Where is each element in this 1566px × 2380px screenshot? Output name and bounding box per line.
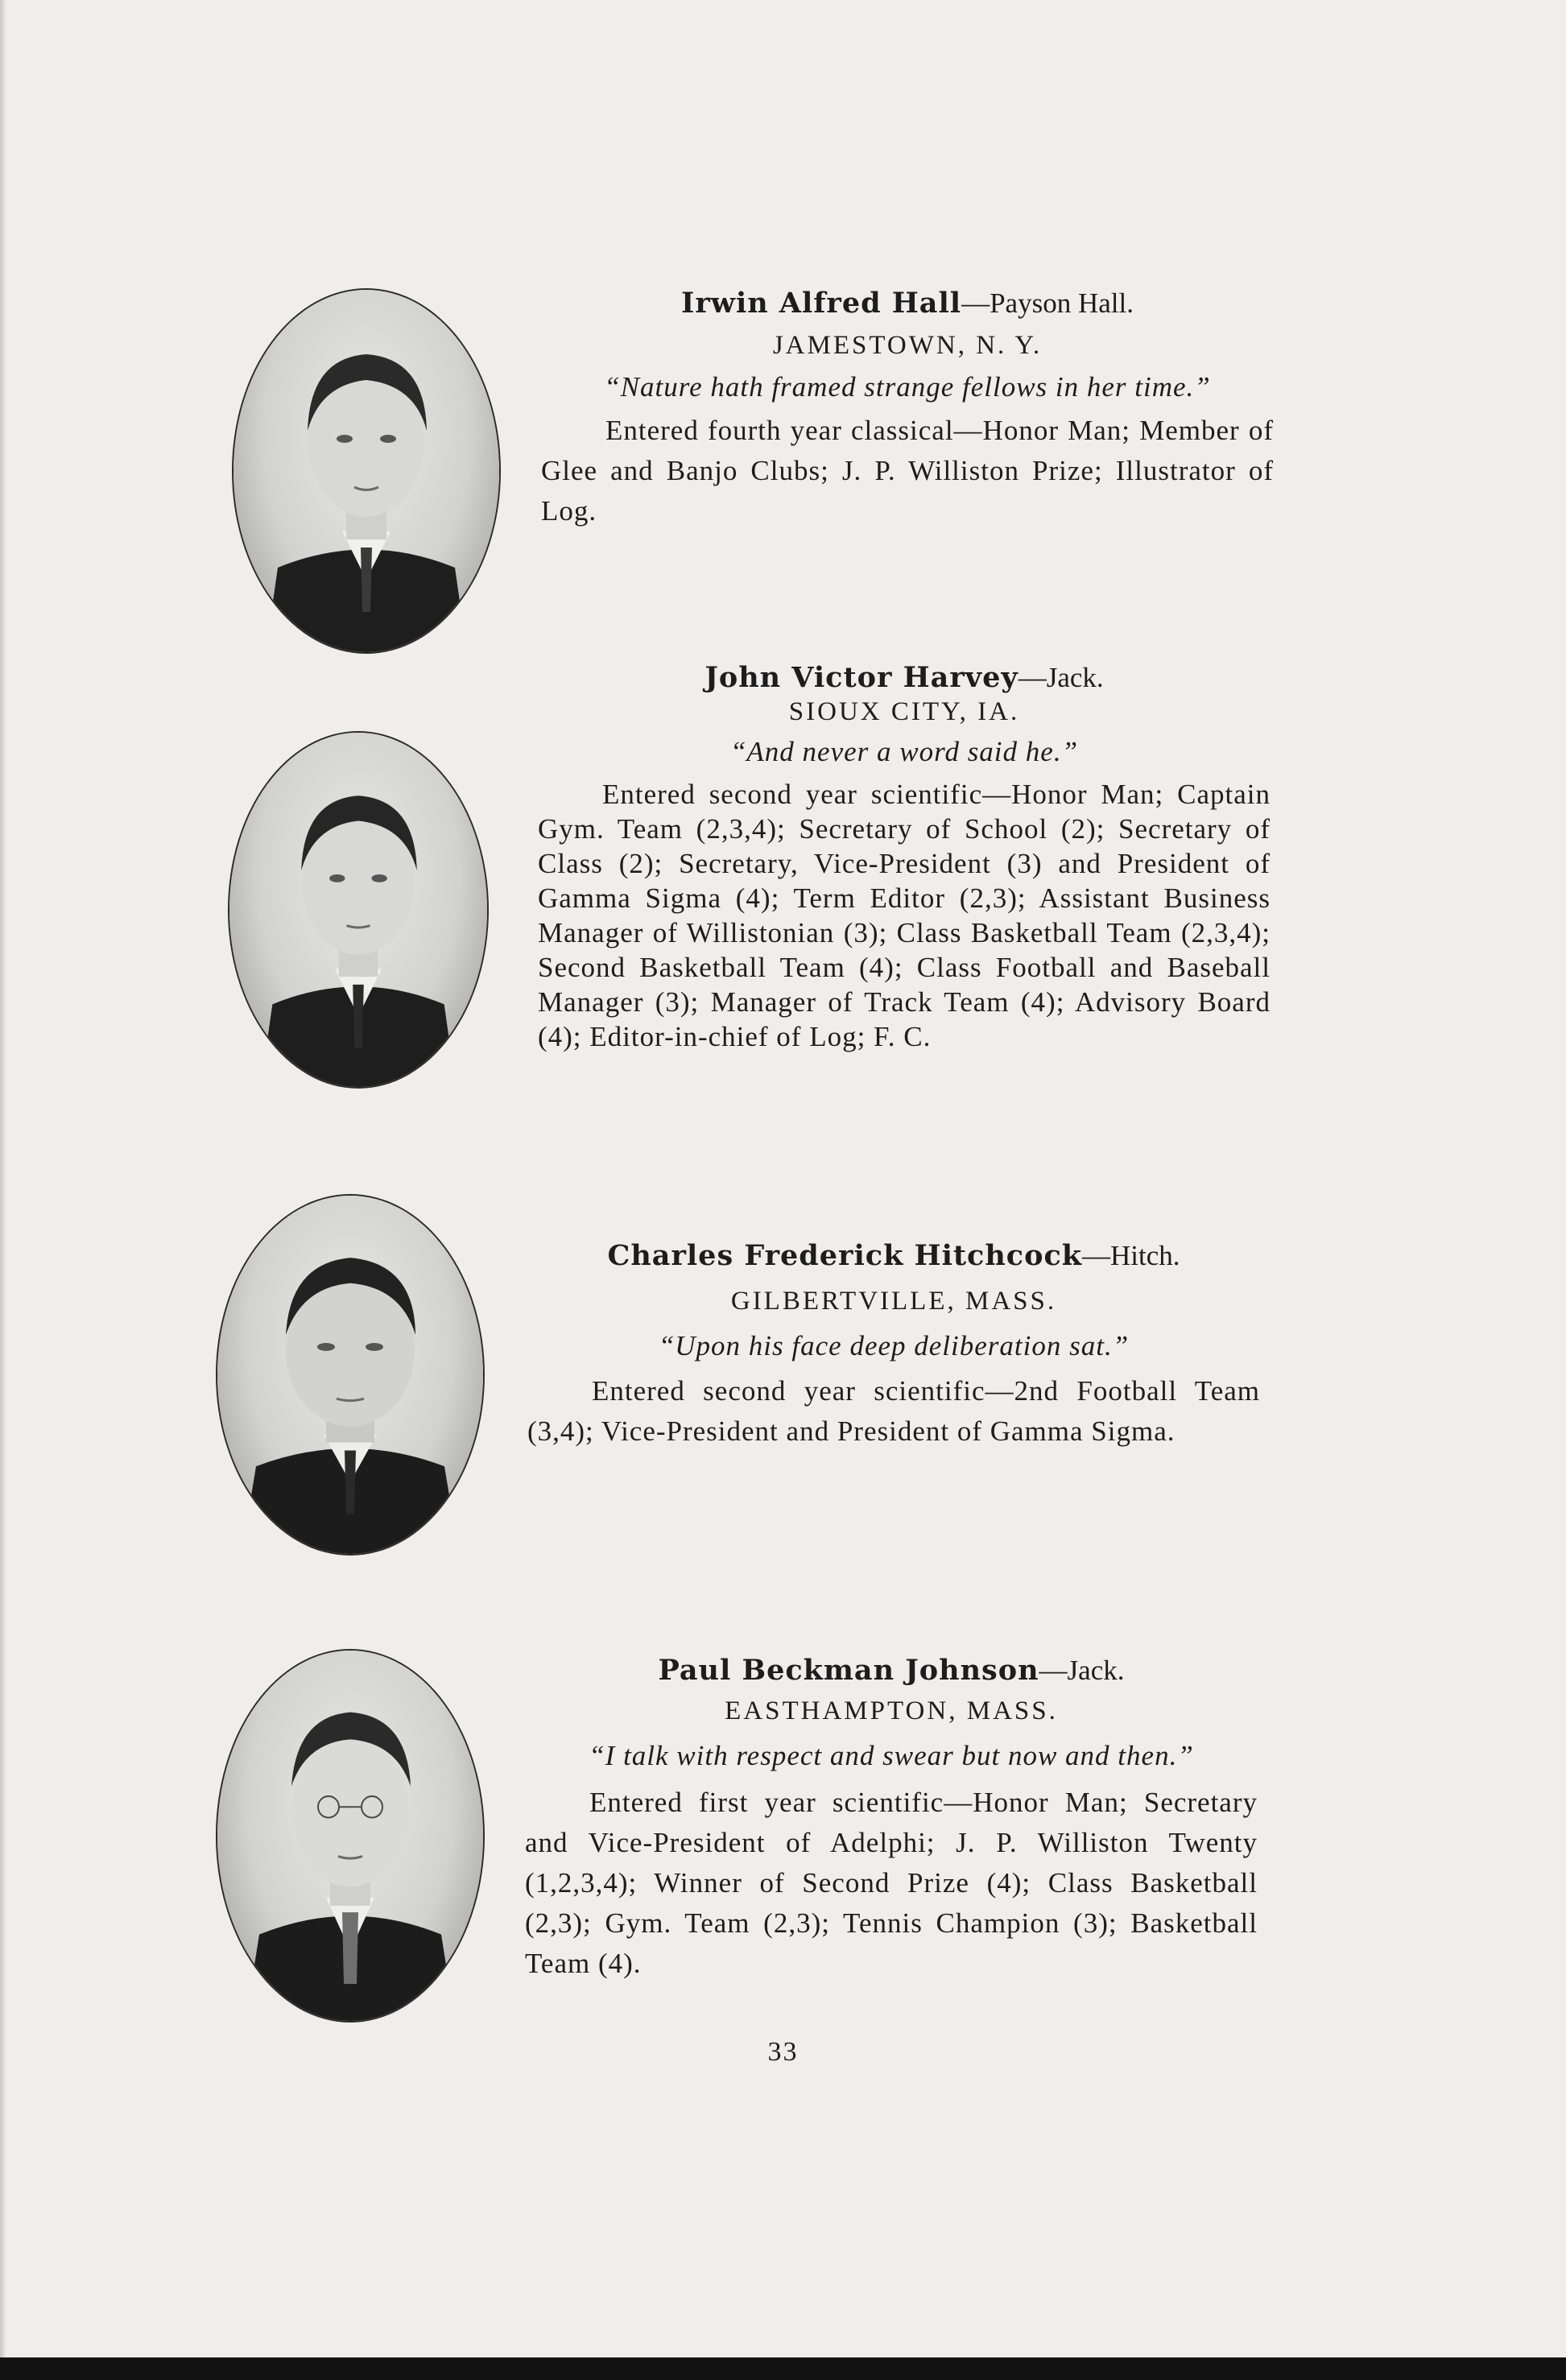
- student-quote: “I talk with respect and swear but now and then.”: [589, 1740, 1194, 1771]
- student-nickname: —Jack.: [1039, 1655, 1125, 1686]
- student-nickname: —Jack.: [1018, 662, 1104, 693]
- student-bio: Entered fourth year classical—Honor Man; Member of Glee and Banjo Clubs; J. P. Williston Prize; Illustrator of Log.: [541, 415, 1274, 527]
- student-hometown: SIOUX CITY, IA.: [788, 697, 1020, 726]
- scan-bottom-border: [0, 2357, 1566, 2380]
- student-name: John Victor Harvey: [704, 661, 1019, 694]
- student-name: Charles Frederick Hitchcock: [607, 1239, 1083, 1272]
- student-name: Irwin Alfred Hall: [681, 287, 962, 320]
- page-edge-shadow: [0, 0, 6, 2357]
- student-bio: Entered second year scientific—Honor Man; Captain Gym. Team (2,3,4); Secretary of School (2); Secretary of Class (2); Secretary, Vice-President (3) and President of Gamma Sigma (4); Term Editor (2,3); Assistant Business Manager of Willistonian (3); Class Basketball Team (2,3,4); Second Basketball Team (4); Class Football and Baseball Manager (3); Manager of Track Team (4); Advisory Board (4); Editor-in-chief of Log; F. C.: [538, 779, 1271, 1052]
- student-nickname: —Payson Hall.: [961, 287, 1134, 319]
- student-hometown: JAMESTOWN, N. Y.: [772, 331, 1043, 360]
- student-bio: Entered second year scientific—2nd Football Team (3,4); Vice-President and President of Gamma Sigma.: [527, 1375, 1260, 1447]
- portrait-photo: [233, 290, 499, 652]
- page-number: 33: [767, 2037, 799, 2067]
- portrait-silhouette-icon: [217, 1651, 483, 2021]
- portrait-silhouette-icon: [217, 1196, 483, 1554]
- portrait-photo: [217, 1651, 483, 2021]
- student-hometown: EASTHAMPTON, MASS.: [725, 1696, 1058, 1725]
- student-quote: “Nature hath framed strange fellows in her time.”: [604, 371, 1211, 403]
- portrait-photo: [229, 733, 487, 1087]
- portrait-silhouette-icon: [229, 733, 487, 1087]
- student-quote: “Upon his face deep deliberation sat.”: [658, 1330, 1130, 1361]
- portrait-silhouette-icon: [233, 290, 499, 652]
- student-bio: Entered first year scientific—Honor Man; Secretary and Vice-President of Adelphi; J. P. Williston Twenty (1,2,3,4); Winner of Second Prize (4); Class Basketball (2,3); Gym. Team (2,3); Tennis Champion (3); Basketball Team (4).: [525, 1787, 1258, 1979]
- student-hometown: GILBERTVILLE, MASS.: [730, 1287, 1057, 1316]
- student-quote: “And never a word said he.”: [729, 736, 1079, 767]
- student-nickname: —Hitch.: [1082, 1240, 1180, 1271]
- student-name: Paul Beckman Johnson: [658, 1654, 1039, 1687]
- portrait-photo: [217, 1196, 483, 1554]
